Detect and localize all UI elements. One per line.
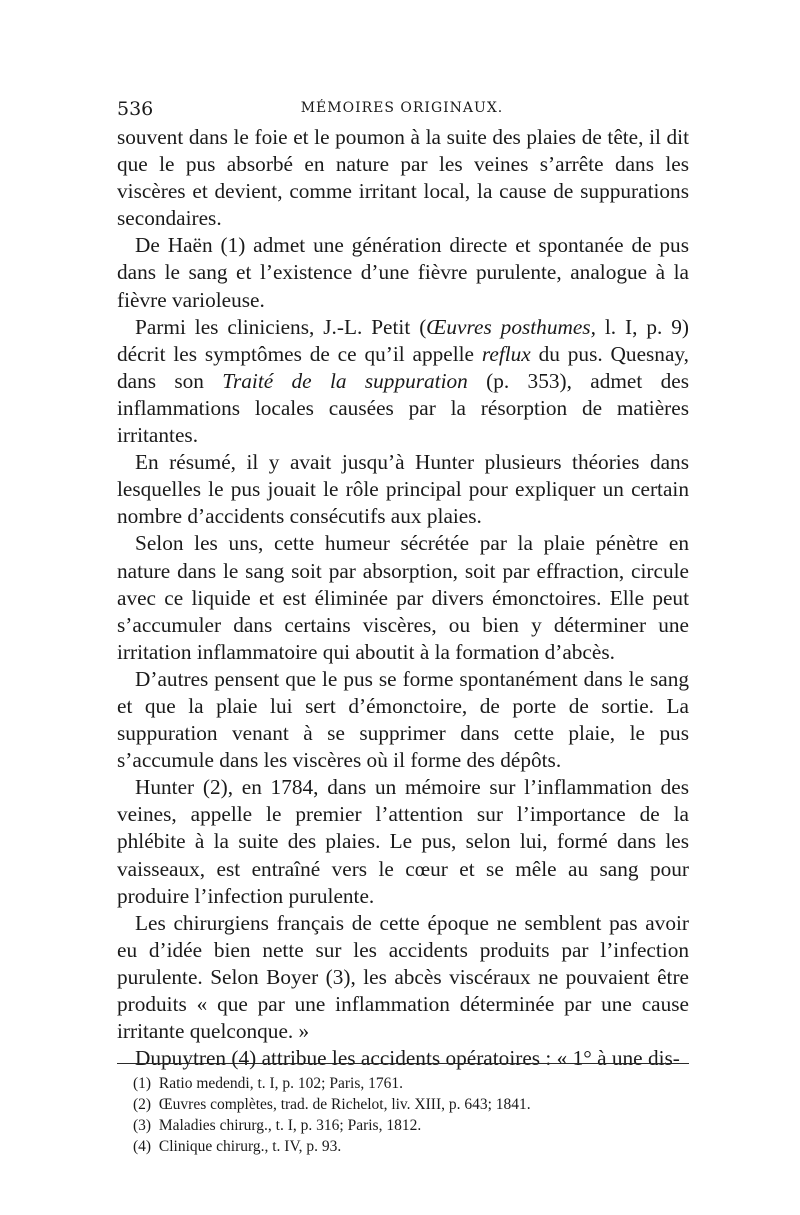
paragraph-3-text-c: du pus. Quesnay, dans son xyxy=(117,341,689,393)
footnote-mark: (2) xyxy=(133,1096,152,1113)
paragraph-2-text: De Haën (1) admet une génération directe et spontanée de pus dans le sang et l’existence d’une fièvre purulente, analogue à la fièvre varioleuse. xyxy=(117,233,689,312)
italic-traite-suppuration: Traité de la suppuration xyxy=(222,368,468,393)
paragraph-4 xyxy=(117,449,689,530)
footnote-text: Maladies chirurg., t. I, p. 316; Paris, 1812. xyxy=(158,1117,422,1134)
paragraph-3-text-a: Parmi les cliniciens, J.-L. Petit ( xyxy=(135,314,427,339)
paragraph-7-text: Hunter (2), en 1784, dans un mémoire sur l’inflammation des veines, appelle le premier l’attention sur l’importance de la phlébite à la suite des plaies. Le pus, selon lui, formé dans les vaisseaux, est entraîné vers le cœur et se mêle au sang pour produire l’infection purulente. xyxy=(117,775,689,908)
paragraph-3-text-b: l. I, p. 9) décrit les symptômes de ce qu’il appelle xyxy=(117,314,690,366)
footnote-3 xyxy=(133,1115,693,1136)
paragraph-7 xyxy=(117,774,689,909)
paragraph-6 xyxy=(117,666,689,774)
footnote-mark: (4) xyxy=(133,1138,152,1155)
italic-reflux: reflux xyxy=(481,341,531,366)
footnote-text: Ratio medendi, t. I, p. 102; Paris, 1761. xyxy=(158,1075,403,1092)
paragraph-5-text: Selon les uns, cette humeur sécrétée par la plaie pénètre en nature dans le sang soit par absorption, soit par effraction, circule avec ce liquide et est éliminée par divers émonctoires. Elle peut s’accumuler dans certains viscères, ou bien y déterminer une irritation inflammatoire qui aboutit à la formation d’abcès. xyxy=(117,531,689,664)
page-header xyxy=(117,98,687,124)
footnote-text: Œuvres complètes, trad. de Richelot, liv. XIII, p. 643; 1841. xyxy=(158,1096,531,1113)
running-head: MÉMOIRES ORIGINAUX. xyxy=(300,100,504,116)
paragraph-5 xyxy=(117,530,689,665)
paragraph-8-text: Les chirurgiens français de cette époque ne semblent pas avoir eu d’idée bien nette sur les accidents produits par l’infection purulente. Selon Boyer (3), les abcès viscéraux ne pouvaient être produits « que par une inflammation déterminée par une cause irritante quelconque. » xyxy=(117,910,689,1044)
footnote-mark: (3) xyxy=(133,1117,152,1134)
paragraph-2 xyxy=(117,232,689,313)
footnote-text: Clinique chirurg., t. IV, p. 93. xyxy=(158,1138,342,1155)
footnote-1 xyxy=(133,1073,693,1094)
footnote-mark: (1) xyxy=(133,1075,152,1092)
italic-oeuvres-posthumes: Œuvres posthumes, xyxy=(426,314,596,339)
paragraph-8 xyxy=(117,910,689,1045)
paragraph-1-text: souvent dans le foie et le poumon à la suite des plaies de tête, il dit que le pus absorbé en nature par les veines s’arrête dans les viscères et devient, comme irritant local, la cause de suppurations secondaires. xyxy=(117,125,689,231)
footnote-4 xyxy=(133,1136,693,1157)
paragraph-4-text: En résumé, il y avait jusqu’à Hunter plusieurs théories dans lesquelles le pus jouait le rôle principal pour expliquer un certain nombre d’accidents consécutifs aux plaies. xyxy=(117,450,689,529)
footnote-2 xyxy=(133,1094,693,1115)
footnote-divider xyxy=(117,1063,689,1064)
page-number: 536 xyxy=(117,98,154,120)
paragraph-9 xyxy=(117,1045,689,1072)
paragraph-1 xyxy=(117,124,689,232)
paragraph-9-text: Dupuytren (4) attribue les accidents opératoires : « 1° à une dis- xyxy=(135,1046,680,1071)
paragraph-6-text: D’autres pensent que le pus se forme spontanément dans le sang et que la plaie lui sert d’émonctoire, de porte de sortie. La suppuration venant à se supprimer dans cette plaie, le pus s’accumule dans les viscères où il forme des dépôts. xyxy=(117,666,689,773)
paragraph-3 xyxy=(117,314,689,449)
footnotes xyxy=(133,1073,693,1157)
body-text xyxy=(117,124,689,1072)
paragraph-3-text-d: (p. 353), admet des inflammations locales causées par la résorption de matières irritantes. xyxy=(117,368,689,448)
